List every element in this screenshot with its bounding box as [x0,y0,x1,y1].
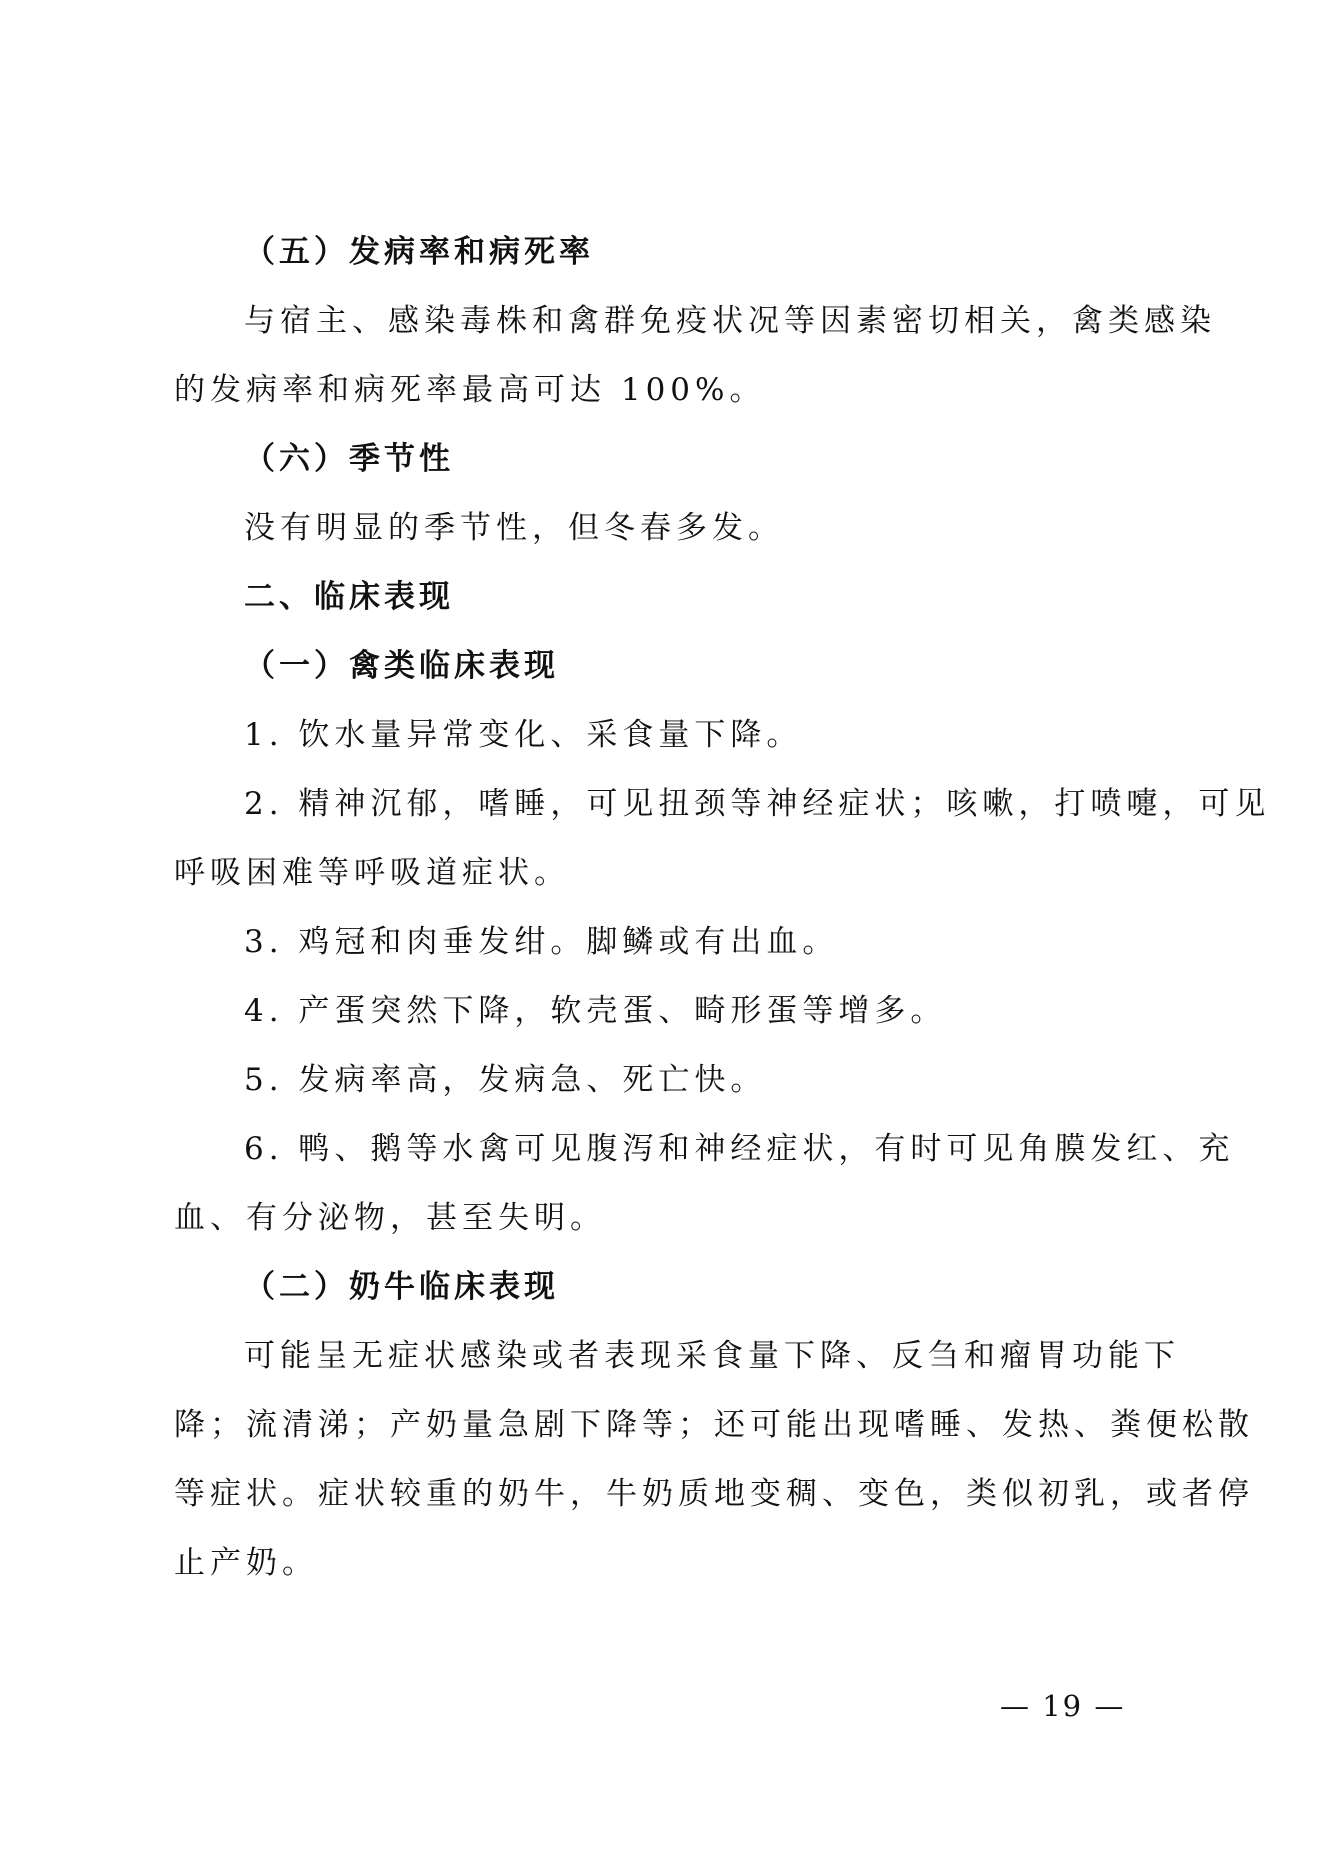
body-text-line: 没有明显的季节性，但冬春多发。 [244,510,784,546]
section-heading: （二）奶牛临床表现 [244,1269,559,1305]
section-heading: （六）季节性 [244,441,454,477]
body-text-line: 血、有分泌物，甚至失明。 [174,1200,606,1236]
body-text-line: 等症状。症状较重的奶牛，牛奶质地变稠、变色，类似初乳，或者停 [174,1476,1254,1512]
body-text-line: 5. 发病率高，发病急、死亡快。 [244,1062,767,1098]
page-number: — 19 — [1000,1689,1126,1723]
body-text-line: 1. 饮水量异常变化、采食量下降。 [244,717,803,753]
document-body [174,218,1271,1598]
body-text-line: 3. 鸡冠和肉垂发绀。脚鳞或有出血。 [244,924,839,960]
body-text-line: 4. 产蛋突然下降，软壳蛋、畸形蛋等增多。 [244,993,947,1029]
body-text-line: 与宿主、感染毒株和禽群免疫状况等因素密切相关，禽类感染 [244,303,1216,339]
section-heading: （一）禽类临床表现 [244,648,559,684]
section-heading: 二、临床表现 [244,579,454,615]
body-text-line: 降；流清涕；产奶量急剧下降等；还可能出现嗜睡、发热、粪便松散 [174,1407,1254,1443]
body-text-line: 可能呈无症状感染或者表现采食量下降、反刍和瘤胃功能下 [244,1338,1180,1374]
body-text-line: 呼吸困难等呼吸道症状。 [174,855,570,891]
section-heading: （五）发病率和病死率 [244,234,594,270]
body-text-line: 2. 精神沉郁，嗜睡，可见扭颈等神经症状；咳嗽，打喷嚏，可见 [244,786,1271,822]
body-text-line: 止产奶。 [174,1545,318,1581]
body-text-line: 6. 鸭、鹅等水禽可见腹泻和神经症状，有时可见角膜发红、充 [244,1131,1235,1167]
body-text-line: 的发病率和病死率最高可达 100%。 [174,372,766,408]
